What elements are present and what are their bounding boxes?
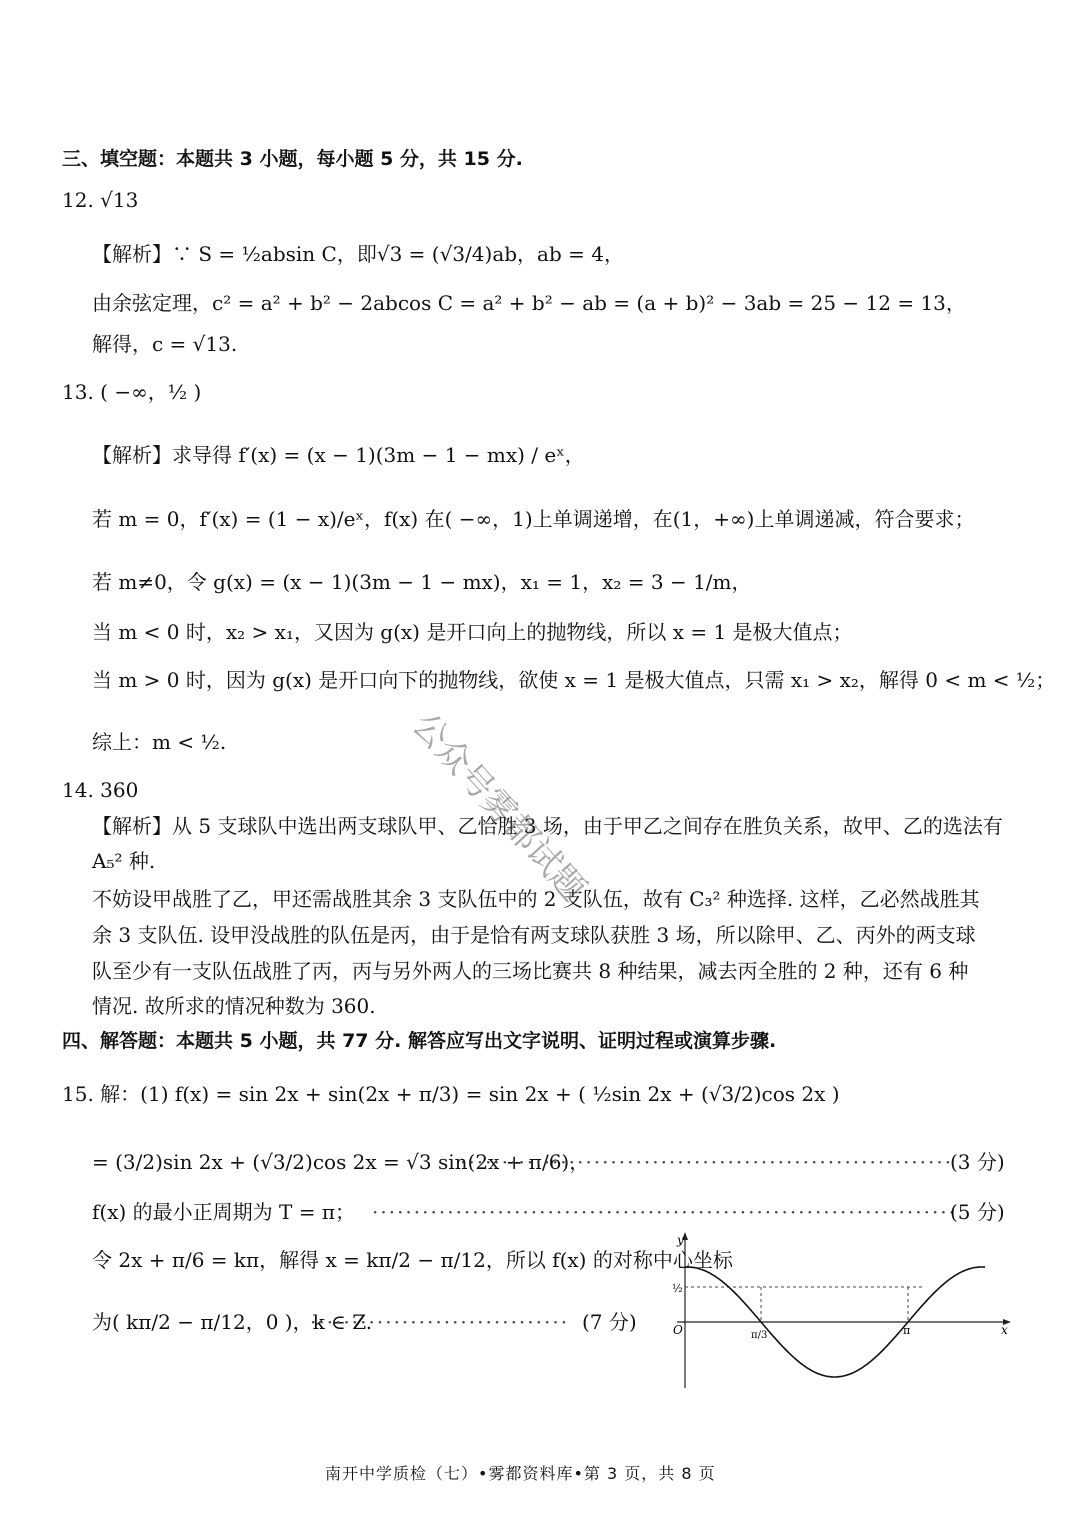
q13-line-3: 若 m≠0，令 g(x) = (x − 1)(3m − 1 − mx)，x₁ = 1，x₂ = 3 − 1/m，: [92, 570, 752, 594]
q15-line-2: = (3/2)sin 2x + (√3/2)cos 2x = √3 sin(2x + π/6)，: [92, 1150, 590, 1174]
q15-line-1: 15. 解：(1) f(x) = sin 2x + sin(2x + π/3) = sin 2x + ( ½sin 2x + (√3/2)cos 2x ): [62, 1082, 840, 1106]
section-3-title: 三、填空题：本题共 3 小题，每小题 5 分，共 15 分.: [62, 148, 523, 170]
q14-line-6: 情况. 故所求的情况种数为 360.: [92, 994, 376, 1018]
q14-answer: 14. 360: [62, 778, 139, 802]
q13-line-1: 【解析】求导得 f′(x) = (x − 1)(3m − 1 − mx) / eˣ，: [92, 443, 585, 467]
q15-line-3: f(x) 的最小正周期为 T = π；: [92, 1200, 355, 1224]
q13-line-5: 当 m > 0 时，因为 g(x) 是开口向下的抛物线，欲使 x = 1 是极大值点，只需 x₁ > x₂，解得 0 < m < ½；: [92, 668, 1056, 692]
q14-line-4: 余 3 支队伍. 设甲没战胜的队伍是丙，由于是恰有两支球队获胜 3 场，所以除甲、乙、丙外的两支球: [92, 923, 976, 947]
tick-half-label: ½: [672, 1282, 683, 1295]
q12-line-2: 由余弦定理，c² = a² + b² − 2abcos C = a² + b² − ab = (a + b)² − 3ab = 25 − 12 = 13，: [92, 291, 966, 315]
q15-score-5: (5 分): [950, 1200, 1005, 1224]
origin-label: O: [673, 1323, 683, 1337]
q12-line-3: 解得，c = √13.: [92, 332, 238, 356]
y-axis-label: y: [677, 1233, 684, 1247]
q13-line-4: 当 m < 0 时，x₂ > x₁，又因为 g(x) 是开口向上的抛物线，所以 x = 1 是极大值点；: [92, 620, 853, 644]
q15-line-5: 为( kπ/2 − π/12，0 )，k ∈ Z.: [92, 1310, 373, 1334]
q14-line-3: 不妨设甲战胜了乙，甲还需战胜其余 3 支队伍中的 2 支队伍，故有 C₃² 种选择. 这样，乙必然战胜其: [92, 887, 980, 911]
q13-line-2: 若 m = 0，f′(x) = (1 − x)/eˣ，f(x) 在( −∞，1)上单调递增，在(1，+∞)上单调递减，符合要求；: [92, 507, 975, 531]
q12-answer: 12. √13: [62, 188, 139, 212]
dot-leader: ······································································: [372, 1200, 958, 1224]
q15-score-7: (7 分): [582, 1310, 637, 1334]
page-footer: 南开中学质检（七）•雾都资料库•第 3 页，共 8 页: [325, 1464, 716, 1483]
q15-score-3: (3 分): [950, 1150, 1005, 1174]
q15-line-4: 令 2x + π/6 = kπ，解得 x = kπ/2 − π/12，所以 f(x) 的对称中心坐标: [92, 1248, 733, 1272]
watermark: 公众号雾都试题: [404, 705, 594, 909]
q14-line-2: A₅² 种.: [92, 849, 156, 873]
sine-graph: [655, 1228, 1020, 1393]
q14-line-5: 队至少有一支队伍战胜了丙，丙与另外两人的三场比赛共 8 种结果，减去丙全胜的 2 种，还有 6 种: [92, 959, 969, 983]
dot-leader: ·······························: [310, 1310, 570, 1334]
q13-answer: 13. ( −∞，½ ): [62, 380, 202, 404]
section-4-title: 四、解答题：本题共 5 小题，共 77 分. 解答应写出文字说明、证明过程或演算步骤.: [62, 1030, 777, 1052]
tick-pi-label: π: [903, 1324, 911, 1337]
dot-leader: ···························································: [460, 1150, 954, 1174]
q12-line-1: 【解析】∵ S = ½absin C，即√3 = (√3/4)ab，ab = 4，: [92, 242, 624, 266]
tick-pi3-label: π/3: [751, 1330, 768, 1341]
x-axis-label: x: [1001, 1323, 1008, 1337]
q14-line-1: 【解析】从 5 支球队中选出两支球队甲、乙恰胜 3 场，由于甲乙之间存在胜负关系，故甲、乙的选法有: [92, 814, 1003, 838]
q13-line-6: 综上：m < ½.: [92, 730, 227, 754]
